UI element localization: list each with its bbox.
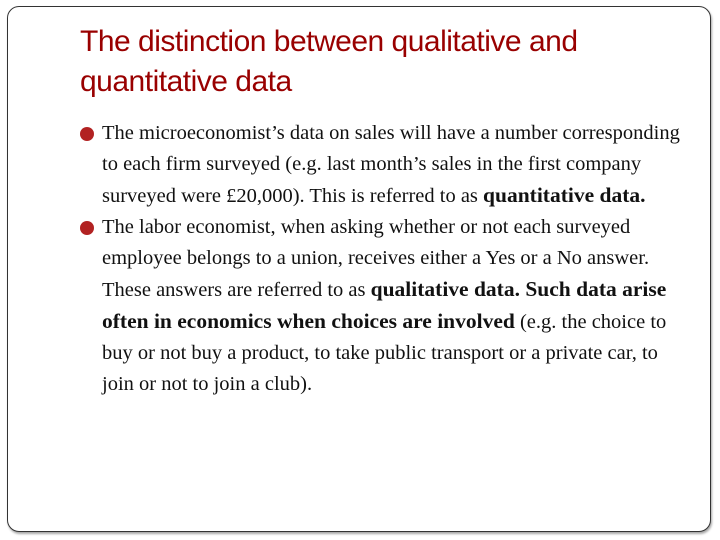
bullet-icon: [80, 127, 94, 141]
bullet-text-after: (e.g. the choice to buy or not buy a product, to take public transport or a private car, to join or not to join a club).: [102, 311, 667, 395]
bullet-emphasis: quantitative data.: [483, 183, 646, 207]
bullet-item-quantitative: [80, 118, 686, 212]
bullet-text: The microeconomist’s data on sales will have a number corresponding to each firm surveyed (e.g. last month’s sales in the first company surveyed were £20,000). This is referred to as: [102, 122, 680, 207]
bullet-text: The labor economist, when asking whether or not each surveyed employee belongs to a union, receives either a Yes or a No answer. These answers are referred to as: [102, 216, 650, 301]
slide-title: The distinction between qualitative and quantitative data: [80, 25, 578, 98]
bullet-list: [80, 118, 686, 400]
bullet-emphasis: qualitative data. Such data arise often in economics when choices are involved: [102, 277, 667, 333]
bullet-icon: [80, 221, 94, 235]
bullet-item-qualitative: [80, 212, 686, 400]
